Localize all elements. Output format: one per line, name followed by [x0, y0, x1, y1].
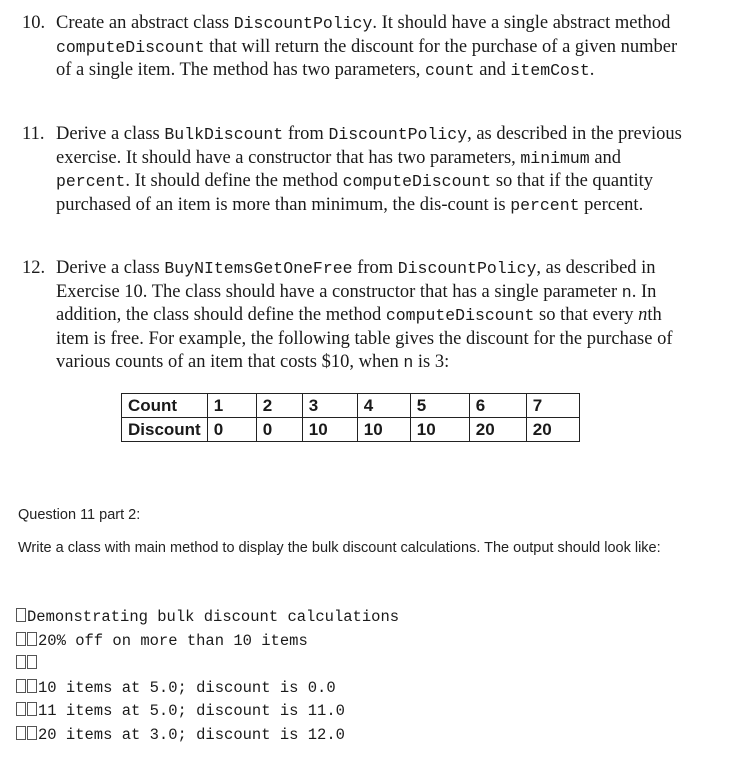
missing-glyph-icon	[27, 702, 37, 716]
exercise-11	[22, 123, 682, 217]
output-text: 10 items at 5.0; discount is 0.0	[38, 678, 336, 697]
code-run: percent	[56, 172, 126, 191]
text-run: from	[283, 124, 329, 144]
output-line	[16, 677, 399, 701]
code-run: DiscountPolicy	[397, 259, 537, 278]
code-run: computeDiscount	[342, 172, 492, 191]
text-run: . In addition, the class should define the method	[56, 281, 657, 325]
table-cell: 20	[469, 418, 526, 442]
code-run: count	[425, 61, 475, 80]
text-run: , as described in the previous exercise. It should have a constructor that has two parameters,	[56, 124, 682, 168]
missing-glyph-icon	[27, 655, 37, 669]
code-run: DiscountPolicy	[233, 14, 373, 33]
expected-output	[16, 606, 399, 747]
code-run: n	[403, 353, 414, 372]
missing-glyph-icon	[16, 726, 26, 740]
code-run: BulkDiscount	[164, 125, 284, 144]
exercise-number: 10.	[22, 13, 46, 33]
missing-glyph-icon	[27, 726, 37, 740]
output-line	[16, 700, 399, 724]
table-cell: 10	[410, 418, 469, 442]
output-text: 11 items at 5.0; discount is 11.0	[38, 702, 345, 720]
exercise-number: 11.	[22, 124, 45, 144]
text-run: that will return the discount for the purchase of a given number of a single item. The method has two parameters,	[56, 36, 678, 80]
text-run: .	[589, 60, 595, 80]
output-line	[16, 653, 399, 677]
text-run: th item is free. For example, the following table gives the discount for the purchase of various counts of an item that costs $10, when	[56, 305, 673, 372]
code-run: BuyNItemsGetOneFree	[164, 259, 353, 278]
exercise-number: 12.	[22, 258, 46, 278]
code-run: minimum	[520, 148, 590, 168]
question-description: Write a class with main method to display the bulk discount calculations. The output should look like:	[18, 540, 661, 556]
table-cell: 2	[256, 394, 302, 418]
output-line	[16, 724, 399, 748]
code-run: computeDiscount	[56, 37, 205, 57]
table-cell: Discount	[122, 418, 208, 442]
code-run: percent	[510, 195, 580, 215]
table-row-discount	[122, 418, 580, 442]
table-cell: 10	[302, 418, 357, 442]
missing-glyph-icon	[16, 655, 26, 669]
table-cell: 4	[357, 394, 410, 418]
exercise-10	[22, 12, 682, 83]
text-run: from	[352, 258, 398, 278]
missing-glyph-icon	[27, 632, 37, 646]
table-cell: 0	[256, 418, 302, 442]
code-run: itemCost	[510, 61, 590, 80]
missing-glyph-icon	[16, 608, 26, 622]
text-run: so that every	[534, 305, 639, 325]
table-cell: 5	[410, 394, 469, 418]
text-run: . It should have a single abstract method	[372, 13, 671, 33]
italic-run: n	[638, 305, 648, 325]
text-run: percent.	[579, 194, 644, 215]
code-run: n	[621, 282, 632, 302]
text-run: Create an abstract class	[56, 13, 234, 33]
output-line	[16, 606, 399, 630]
text-run: and	[474, 60, 511, 80]
text-run: so that if the quantity purchased of an item is more than minimum, the dis-count is	[56, 171, 654, 215]
discount-table	[121, 393, 580, 442]
table-cell: 3	[302, 394, 357, 418]
question-title: Question 11 part 2:	[18, 507, 141, 523]
table-cell: 1	[207, 394, 256, 418]
table-cell: 6	[469, 394, 526, 418]
code-run: DiscountPolicy	[328, 125, 468, 144]
table-cell: 10	[357, 418, 410, 442]
exercise-text	[56, 123, 682, 217]
missing-glyph-icon	[16, 702, 26, 716]
exercise-text	[56, 257, 682, 375]
text-run: . It should define the method	[125, 171, 343, 191]
output-text: 20% off on more than 10 items	[38, 631, 308, 650]
table-cell: Count	[122, 394, 208, 418]
table-cell: 0	[207, 418, 256, 442]
missing-glyph-icon	[16, 679, 26, 693]
missing-glyph-icon	[16, 632, 26, 646]
table-row-count	[122, 394, 580, 418]
text-run: is 3:	[413, 352, 450, 372]
output-line	[16, 630, 399, 654]
table-cell: 20	[526, 418, 579, 442]
text-run: Derive a class	[56, 124, 165, 144]
code-run: computeDiscount	[385, 306, 535, 325]
table-cell: 7	[526, 394, 579, 418]
text-run: and	[589, 147, 622, 168]
missing-glyph-icon	[27, 679, 37, 693]
exercise-text	[56, 12, 682, 83]
text-run: Derive a class	[56, 258, 165, 278]
exercise-12	[22, 257, 682, 375]
text-run: , as described in Exercise 10. The class should have a constructor that has a single parameter	[56, 258, 656, 302]
output-text: Demonstrating bulk discount calculations	[27, 608, 400, 626]
output-text: 20 items at 3.0; discount is 12.0	[38, 725, 345, 744]
